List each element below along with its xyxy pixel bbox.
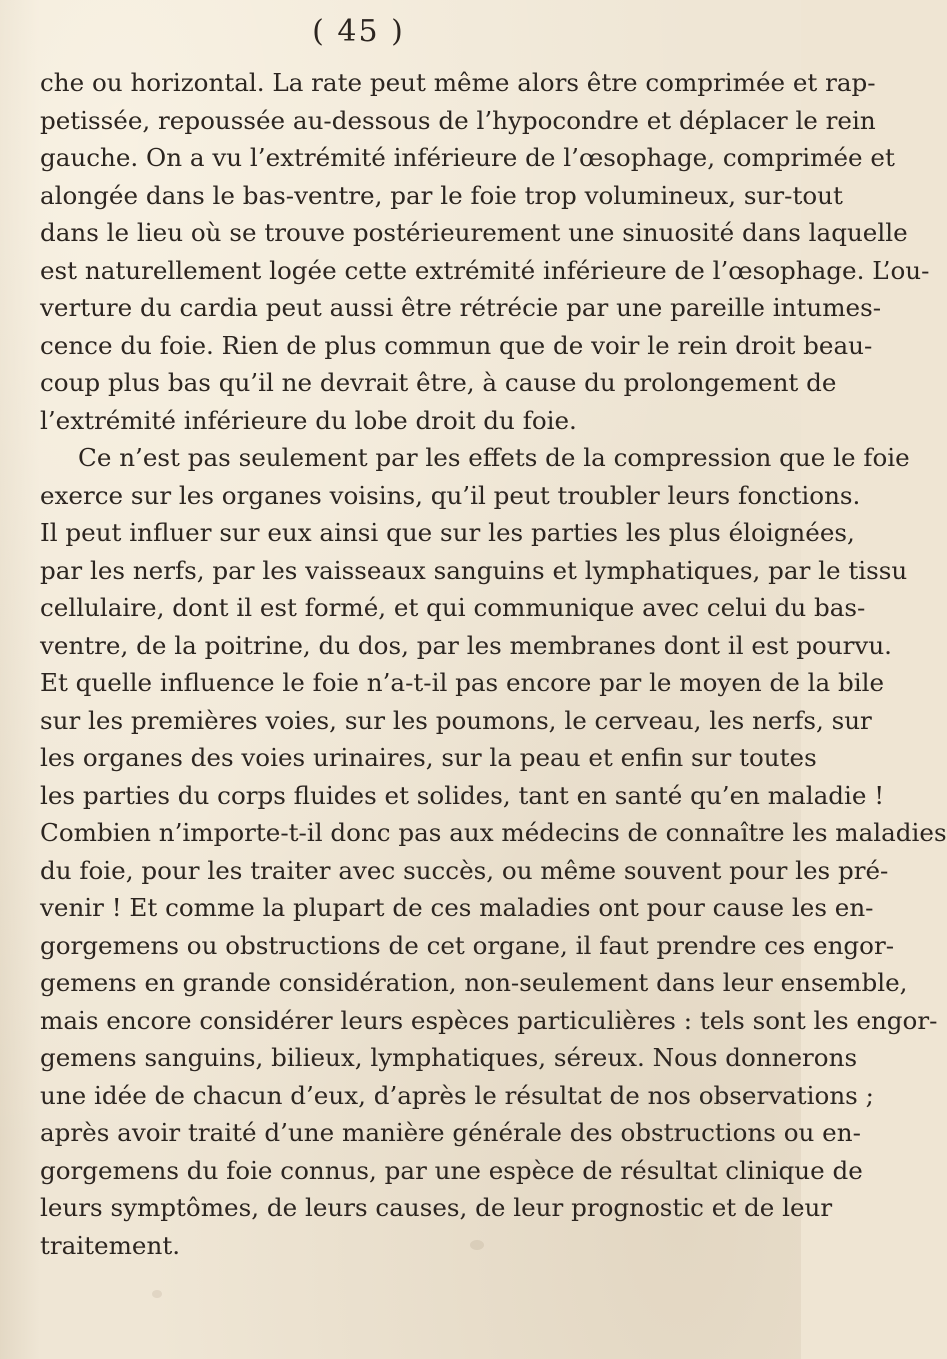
text-line: sur les premières voies, sur les poumons, le cerveau, les nerfs, sur xyxy=(40,705,872,735)
text-line: verture du cardia peut aussi être rétrécie par une pareille intumes- xyxy=(40,293,882,322)
text-line: est naturellement logée cette extrémité inférieure de l’œsophage. L’ou- xyxy=(40,255,930,285)
text-line: cellulaire, dont il est formé, et qui communique avec celui du bas- xyxy=(40,593,866,622)
text-line: gauche. On a vu l’extrémité inférieure de l’œsophage, comprimée et xyxy=(40,143,895,172)
text-line: mais encore considérer leurs espèces particulières : tels sont les engor- xyxy=(40,1005,938,1035)
text-line: les parties du corps fluides et solides, tant en santé qu’en maladie ! xyxy=(40,780,885,810)
text-line: traitement. xyxy=(40,1230,181,1260)
text-line: dans le lieu où se trouve postérieurement une sinuosité dans laquelle xyxy=(40,218,908,247)
text-line: leurs symptômes, de leurs causes, de leur prognostic et de leur xyxy=(40,1193,833,1222)
text-line: alongée dans le bas-ventre, par le foie trop volumineux, sur-tout xyxy=(40,180,843,210)
text-line: une idée de chacun d’eux, d’après le résultat de nos observations ; xyxy=(40,1080,874,1110)
text-line: Combien n’importe-t-il donc pas aux médecins de connaître les maladies xyxy=(40,818,947,847)
text-line: che ou horizontal. La rate peut même alors être comprimée et rap- xyxy=(40,68,876,97)
text-line: Ce n’est pas seulement par les effets de la compression que le foie xyxy=(78,443,910,472)
text-line: venir ! Et comme la plupart de ces maladies ont pour cause les en- xyxy=(40,893,874,922)
text-line: petissée, repoussée au-dessous de l’hypocondre et déplacer le rein xyxy=(40,105,876,135)
text-line: Et quelle influence le foie n’a-t-il pas encore par le moyen de la bile xyxy=(40,668,885,697)
text-line: après avoir traité d’une manière générale des obstructions ou en- xyxy=(40,1118,861,1147)
text-line: ventre, de la poitrine, du dos, par les membranes dont il est pourvu. xyxy=(40,630,892,660)
text-line: coup plus bas qu’il ne devrait être, à cause du prolongement de xyxy=(40,368,837,397)
text-line: gemens en grande considération, non-seulement dans leur ensemble, xyxy=(40,968,908,997)
paper-stain xyxy=(152,1290,162,1298)
text-line: gemens sanguins, bilieux, lymphatiques, séreux. Nous donnerons xyxy=(40,1043,858,1072)
text-line: gorgemens du foie connus, par une espèce de résultat clinique de xyxy=(40,1155,863,1185)
body-text xyxy=(40,64,947,1264)
text-line: Il peut influer sur eux ainsi que sur les parties les plus éloignées, xyxy=(40,518,855,547)
text-line: par les nerfs, par les vaisseaux sanguins et lymphatiques, par le tissu xyxy=(40,555,908,585)
text-line: l’extrémité inférieure du lobe droit du foie. xyxy=(40,405,577,435)
text-line: les organes des voies urinaires, sur la peau et enfin sur toutes xyxy=(40,743,817,772)
text-line: cence du foie. Rien de plus commun que de voir le rein droit beau- xyxy=(40,330,873,360)
text-line: gorgemens ou obstructions de cet organe, il faut prendre ces engor- xyxy=(40,930,895,960)
text-line: exerce sur les organes voisins, qu’il peut troubler leurs fonctions. xyxy=(40,480,861,510)
page-number: ( 45 ) xyxy=(312,14,405,49)
text-line: du foie, pour les traiter avec succès, ou même souvent pour les pré- xyxy=(40,855,889,885)
